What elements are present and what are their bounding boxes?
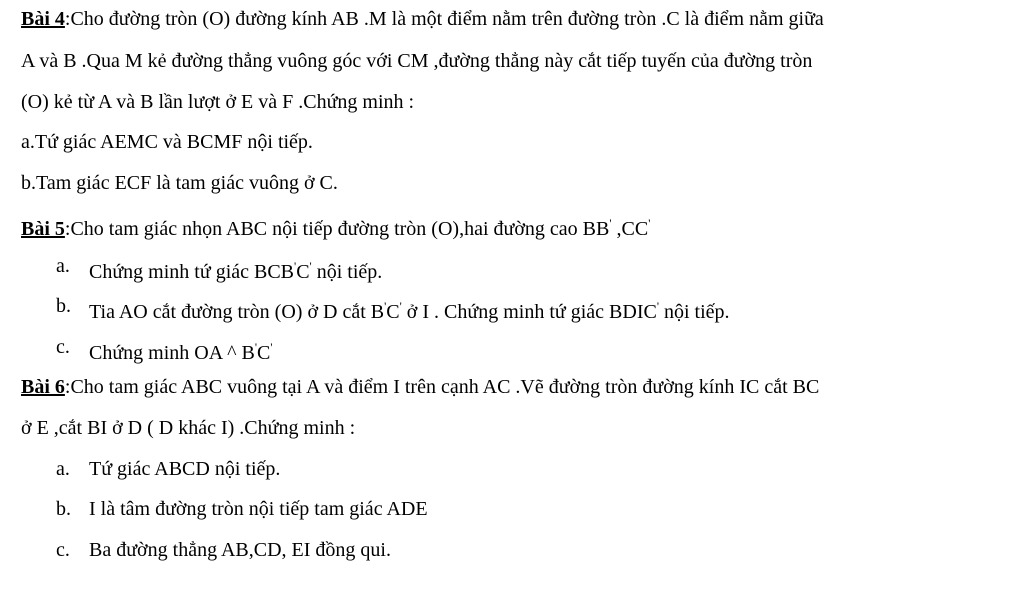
bai4-line-1	[21, 7, 824, 31]
bai5-item-b-mid: C	[386, 301, 400, 323]
bai6-item-c-label: c.	[56, 539, 70, 561]
bai6-text-1: :Cho tam giác ABC vuông tại A và điểm I trên cạnh AC .Vẽ đường tròn đường kính IC cắt BC	[64, 376, 820, 398]
prime-mark: '	[294, 259, 297, 273]
bai4-line-2: A và B .Qua M kẻ đường thẳng vuông góc với CM ,đường thẳng này cắt tiếp tuyến của đường tròn	[21, 50, 813, 72]
bai6-item-a: Tứ giác ABCD nội tiếp.	[89, 458, 281, 480]
bai4-item-b: b.Tam giác ECF là tam giác vuông ở C.	[21, 172, 338, 194]
bai5-intro-mid: ,CC	[611, 218, 649, 240]
bai5-item-b-pre: Tia AO cắt đường tròn (O) ở D cắt B	[89, 301, 385, 323]
bai6-item-c: Ba đường thẳng AB,CD, EI đồng qui.	[89, 539, 391, 561]
bai6-heading: Bài 6	[21, 376, 65, 398]
bai5-item-c	[89, 335, 273, 365]
prime-mark: '	[384, 299, 387, 313]
bai5-item-c-mid: C	[256, 342, 271, 364]
bai4-item-a: a.Tứ giác AEMC và BCMF nội tiếp.	[21, 131, 313, 153]
bai5-item-b-post: ở I . Chứng minh tứ giác BDIC	[401, 301, 657, 323]
bai4-text-1: :Cho đường tròn (O) đường kính AB .M là một điểm nằm trên đường tròn .C là điểm nằm giữa	[64, 8, 824, 30]
bai5-item-a-post: nội tiếp.	[311, 261, 383, 283]
bai6-item-b-label: b.	[56, 498, 71, 520]
bai5-item-a-label: a.	[56, 255, 70, 277]
bai5-heading: Bài 5	[21, 218, 65, 240]
bai5-item-b-label: b.	[56, 295, 71, 317]
bai6-line-1	[21, 375, 819, 399]
prime-mark: '	[656, 299, 659, 313]
prime-mark: '	[399, 299, 402, 313]
bai4-line-3: (O) kẻ từ A và B lần lượt ở E và F .Chứng minh :	[21, 91, 415, 113]
bai6-item-a-label: a.	[56, 458, 70, 480]
prime-mark: '	[648, 216, 651, 230]
prime-mark: '	[270, 340, 273, 354]
bai5-item-b	[89, 294, 730, 324]
prime-mark: '	[309, 259, 312, 273]
bai6-item-b: I là tâm đường tròn nội tiếp tam giác ADE	[89, 498, 428, 520]
prime-mark: '	[254, 340, 257, 354]
bai5-item-a	[89, 254, 382, 284]
bai5-item-a-mid: C	[296, 261, 310, 283]
bai5-item-c-pre: Chứng minh OA ^ B	[89, 342, 255, 364]
prime-mark: '	[609, 216, 612, 230]
bai4-heading: Bài 4	[21, 8, 65, 30]
bai5-item-b-post2: nội tiếp.	[659, 301, 730, 323]
bai5-intro-text: :Cho tam giác nhọn ABC nội tiếp đường tròn (O),hai đường cao BB	[64, 218, 610, 240]
bai5-intro	[21, 211, 650, 241]
bai5-item-a-pre: Chứng minh tứ giác BCB	[89, 261, 295, 283]
bai5-item-c-label: c.	[56, 336, 70, 358]
bai6-line-2: ở E ,cắt BI ở D ( D khác I) .Chứng minh :	[21, 417, 356, 439]
